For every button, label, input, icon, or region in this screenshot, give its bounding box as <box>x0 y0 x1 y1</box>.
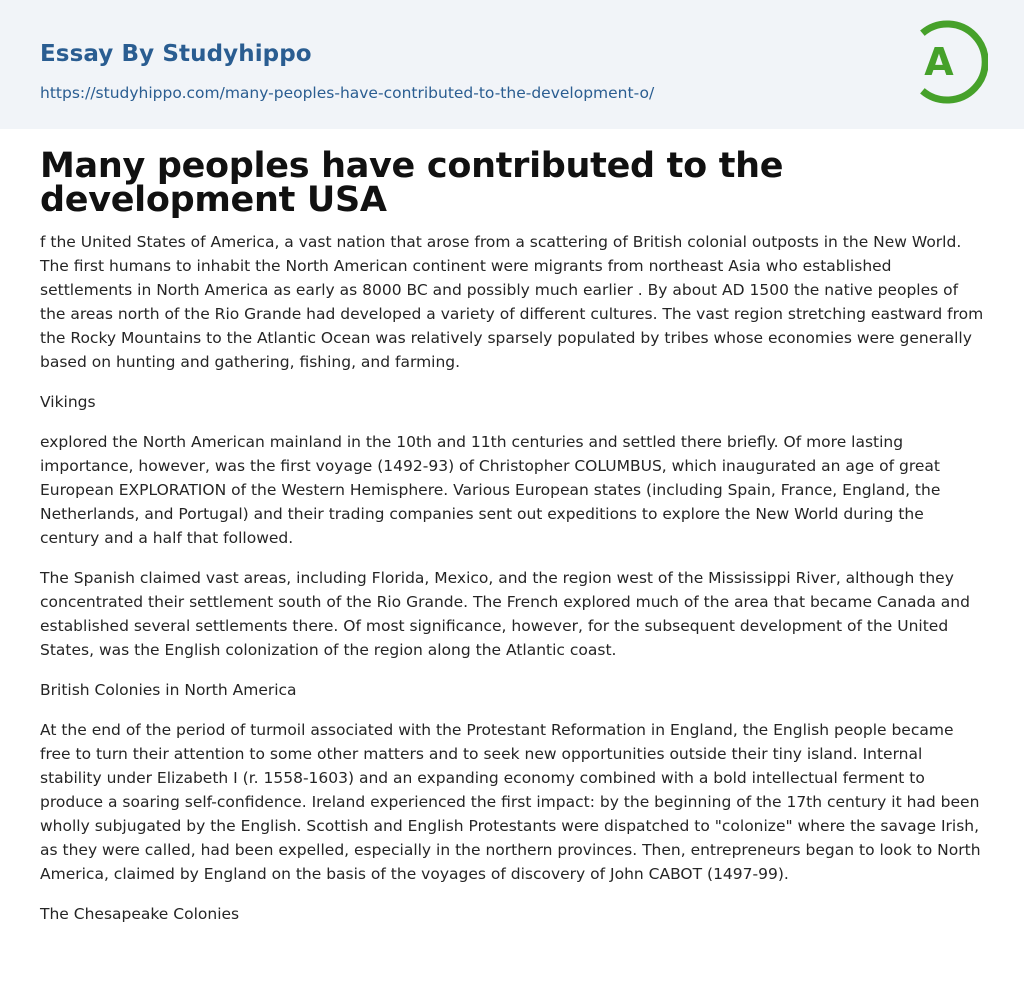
brand-title[interactable]: Essay By Studyhippo <box>40 41 312 67</box>
site-header <box>0 0 1024 129</box>
section-heading-chesapeake-colonies: The Chesapeake Colonies <box>40 905 240 923</box>
paragraph: explored the North American mainland in the 10th and 11th centuries and settled there briefly. Of more lasting importance, however, was the first voyage (1492-93) of Christopher COLUMBUS, which inaugurated an age of great European EXPLORATION of the Western Hemisphere. Various European states (including Spain, France, England, the Netherlands, and Portugal) and their trading companies sent out expeditions to explore the New World during the century and a half that followed. <box>40 433 941 547</box>
source-url-link[interactable]: https://studyhippo.com/many-peoples-have-contributed-to-the-development-o/ <box>40 84 655 102</box>
paragraph: f the United States of America, a vast nation that arose from a scattering of British colonial outposts in the New World. The first humans to inhabit the North American continent were migrants from northeast Asia who established settlements in North America as early as 8000 BC and possibly much earlier . By about AD 1500 the native peoples of the areas north of the Rio Grande had developed a variety of different cultures. The vast region stretching eastward from the Rocky Mountains to the Atlantic Ocean was relatively sparsely populated by tribes whose economies were generally based on hunting and gathering, fishing, and farming. <box>40 233 984 371</box>
section-heading-vikings: Vikings <box>40 393 96 411</box>
paragraph: At the end of the period of turmoil associated with the Protestant Reformation in England, the English people became free to turn their attention to some other matters and to seek new opportunities outside their tiny island. Internal stability under Elizabeth I (r. 1558-1603) and an expanding economy combined with a bold intellectual ferment to produce a soaring self-confidence. Ireland experienced the first impact: by the beginning of the 17th century it had been wholly subjugated by the English. Scottish and English Protestants were dispatched to "colonize" where the savage Irish, as they were called, had been expelled, especially in the northern provinces. Then, entrepreneurs began to look to North America, claimed by England on the basis of the voyages of discovery of John CABOT (1497-99). <box>40 721 981 883</box>
logo-letter: A <box>924 40 954 84</box>
article-body <box>40 230 984 926</box>
section-heading-british-colonies: British Colonies in North America <box>40 681 297 699</box>
page-title: Many peoples have contributed to the development USA <box>40 146 784 220</box>
studyhippo-logo-icon[interactable] <box>910 18 988 106</box>
paragraph: The Spanish claimed vast areas, including Florida, Mexico, and the region west of the Mississippi River, although they concentrated their settlement south of the Rio Grande. The French explored much of the area that became Canada and established several settlements there. Of most significance, however, for the subsequent development of the United States, was the English colonization of the region along the Atlantic coast. <box>40 569 970 659</box>
